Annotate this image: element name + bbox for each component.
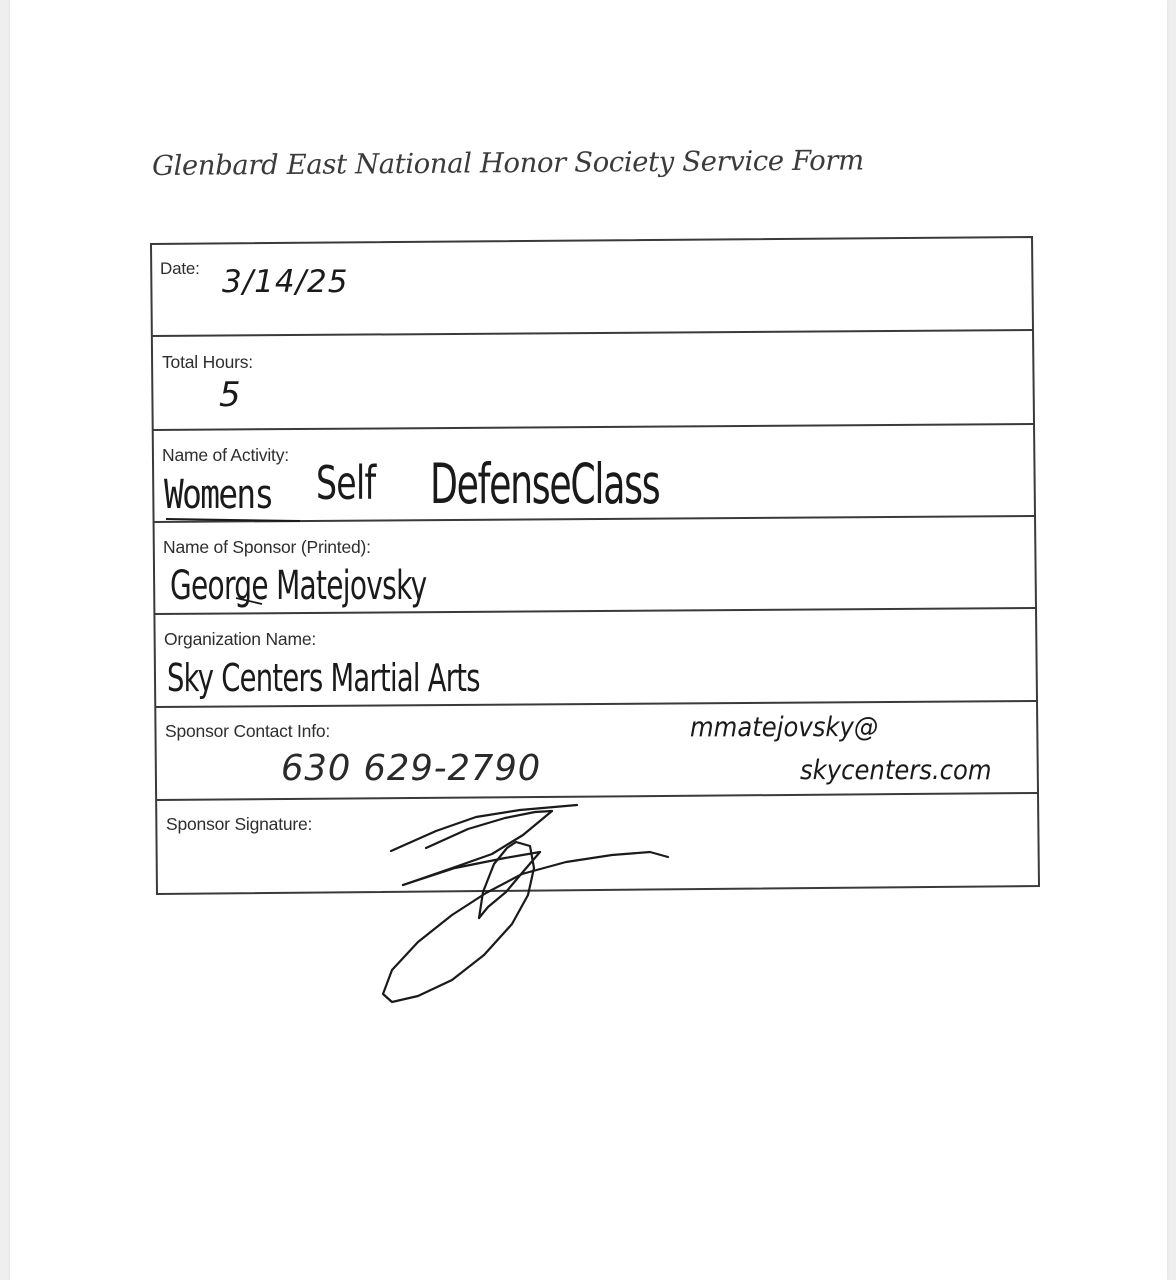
total-hours-value: 5 bbox=[219, 375, 241, 415]
organization-label: Organization Name: bbox=[164, 629, 317, 649]
contact-email-line-1: mmatejovsky@ bbox=[690, 712, 879, 743]
activity-label: Name of Activity: bbox=[162, 445, 289, 465]
sponsor-name-label: Name of Sponsor (Printed): bbox=[163, 537, 371, 557]
activity-value-word-2: Self bbox=[316, 456, 376, 510]
contact-info-label: Sponsor Contact Info: bbox=[165, 721, 331, 741]
activity-value-word-1: Womens bbox=[164, 472, 273, 518]
activity-value-word-3: DefenseClass bbox=[430, 452, 660, 516]
organization-value: Sky Centers Martial Arts bbox=[167, 656, 480, 700]
date-value: 3/14/25 bbox=[222, 264, 349, 300]
sponsor-name-value: George Matejovsky bbox=[170, 563, 427, 609]
form-title: Glenbard East National Honor Society Service Form bbox=[151, 144, 864, 182]
signature-label: Sponsor Signature: bbox=[166, 814, 313, 834]
contact-email-line-2: skycenters.com bbox=[800, 755, 992, 786]
total-hours-label: Total Hours: bbox=[162, 352, 253, 372]
date-label: Date: bbox=[160, 259, 200, 278]
contact-phone-value: 630 629-2790 bbox=[281, 748, 542, 789]
